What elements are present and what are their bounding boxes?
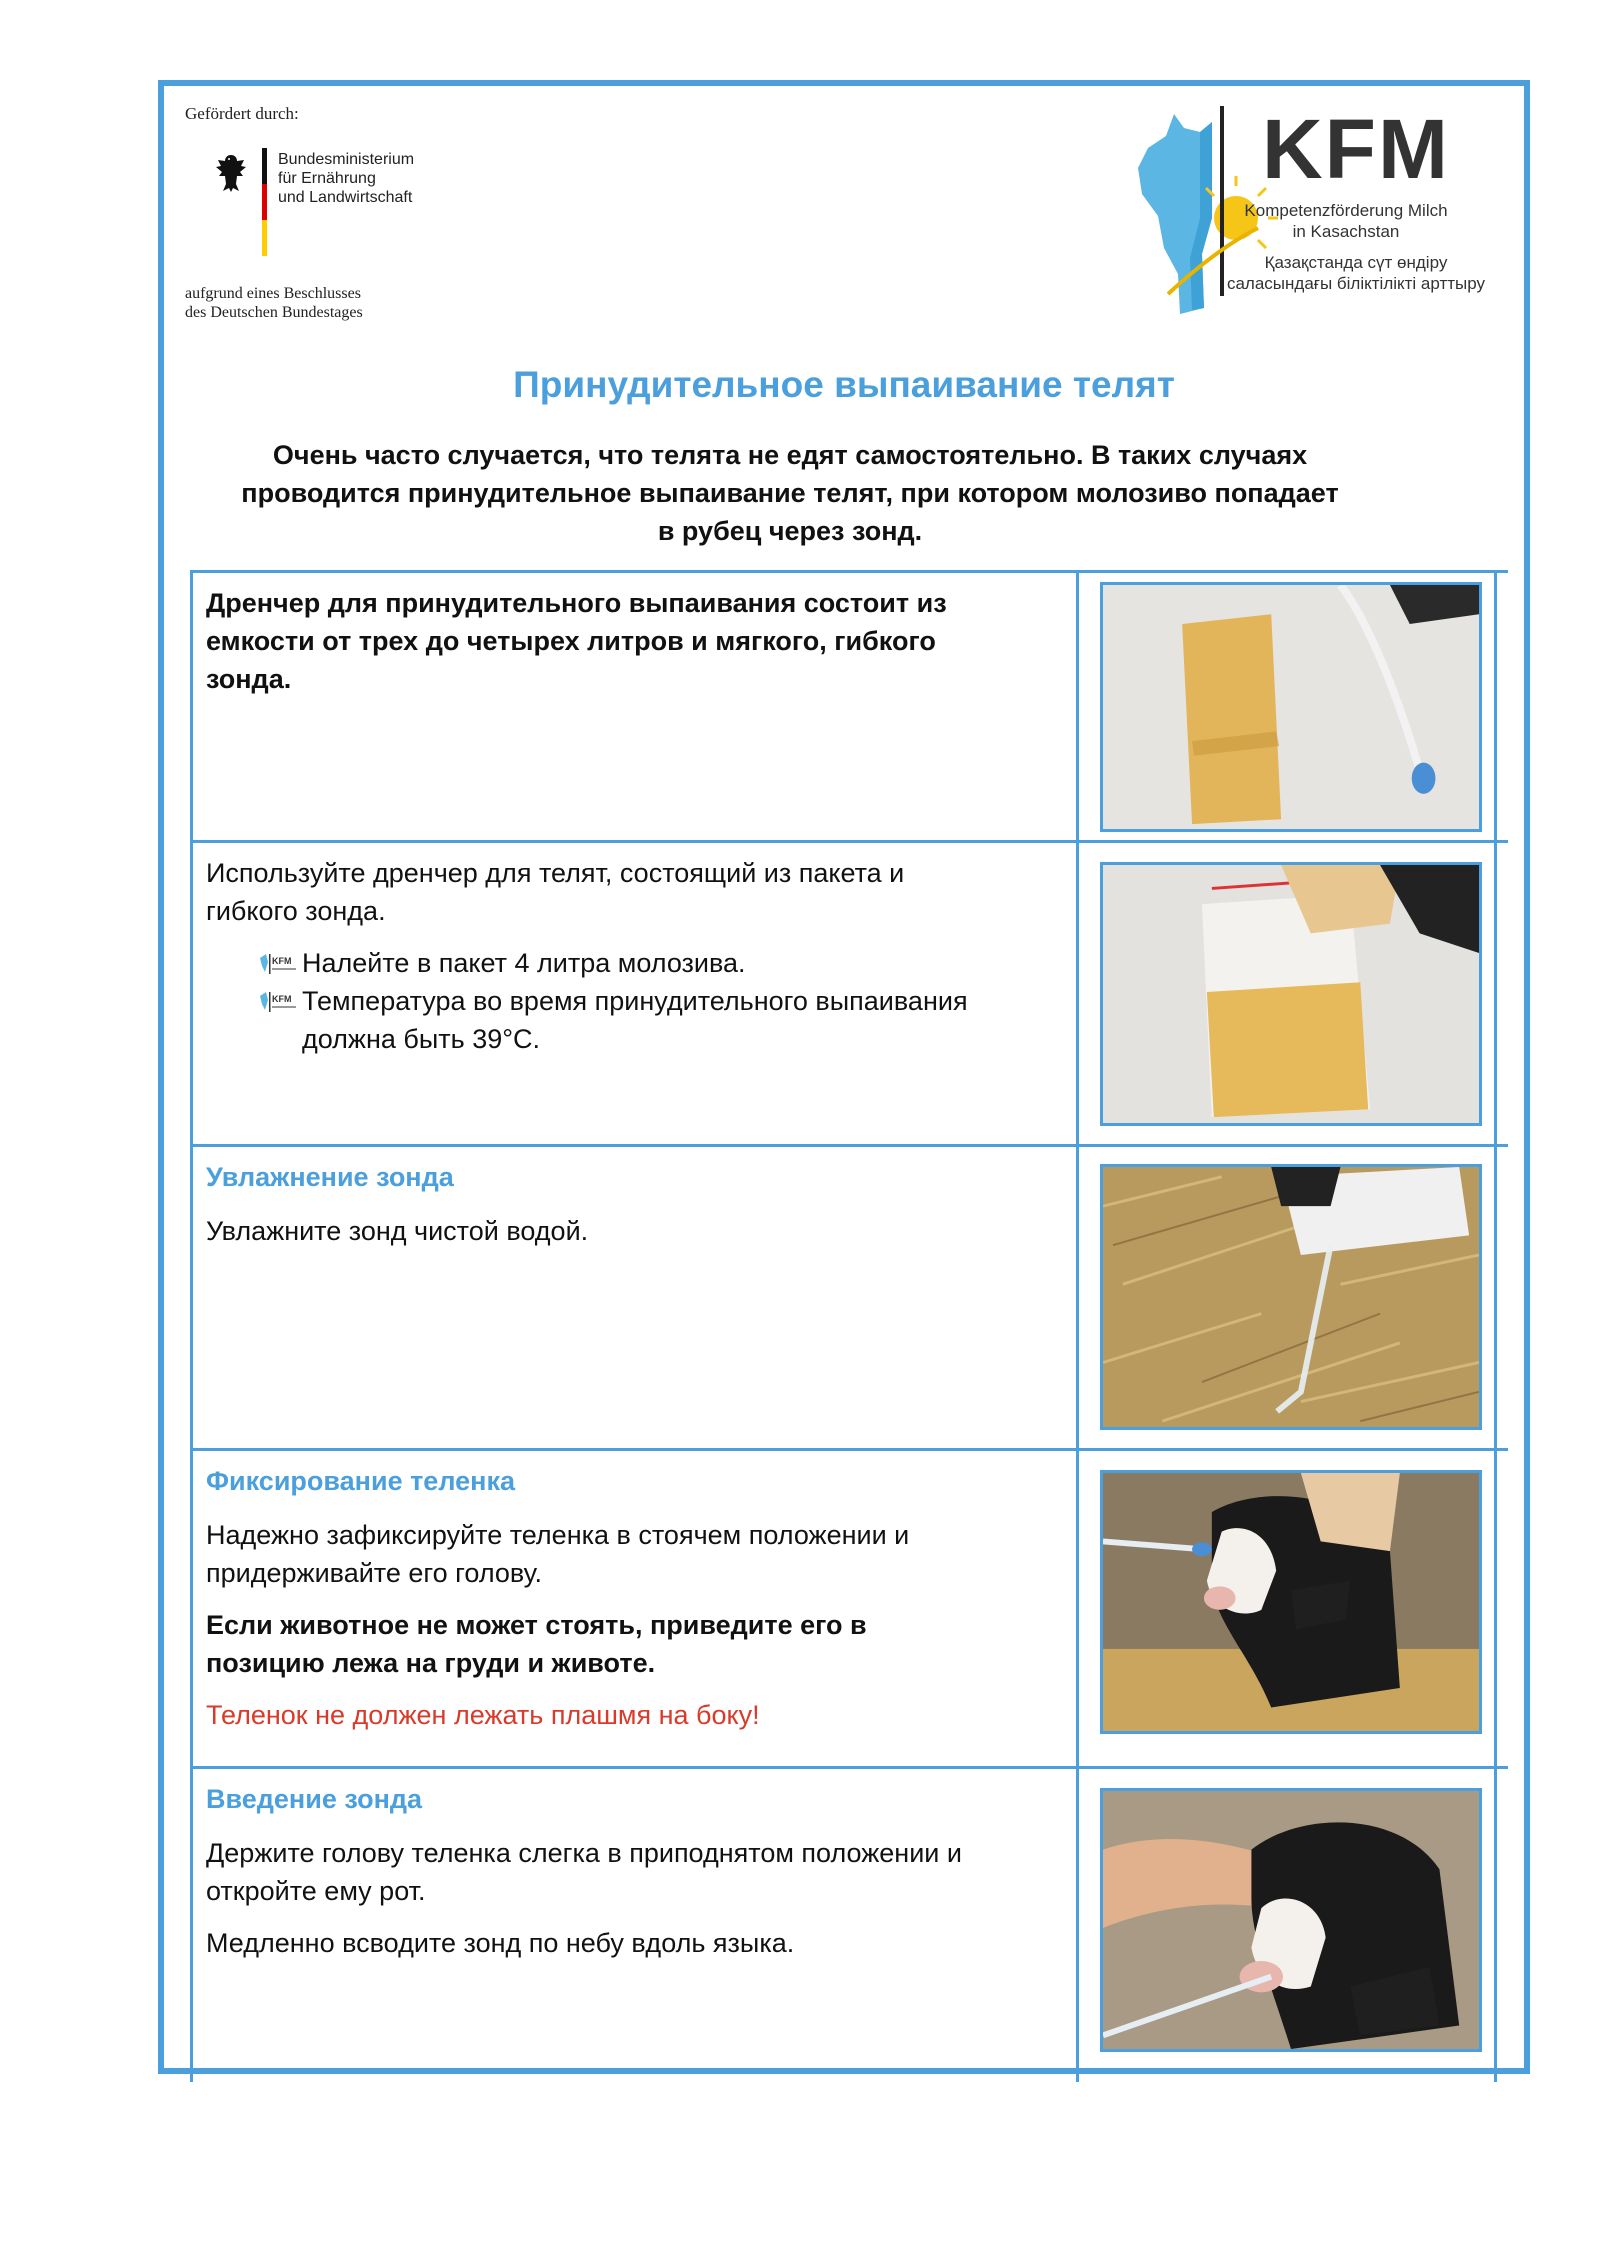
kfm-bullet-icon [258, 990, 298, 1014]
bullet-text: должна быть 39°C. [302, 1024, 541, 1054]
row-5-line: Держите голову теленка слегка в приподнятом положении и [206, 1838, 962, 1868]
row-divider [190, 840, 1508, 843]
kfm-subtitle-line: Kompetenzförderung Milch [1244, 201, 1448, 220]
ministry-line: und Landwirtschaft [278, 189, 413, 206]
row-2-line: Используйте дренчер для телят, состоящий из пакета и [206, 858, 905, 888]
ministry-line: für Ernährung [278, 170, 376, 187]
kfm-subtitle-line: in Kasachstan [1292, 222, 1400, 241]
row-1-text [206, 584, 1056, 698]
row-5-line: откройте ему рот. [206, 1876, 426, 1906]
intro-line: Очень часто случается, что телята не едят самостоятельно. В таких случаях [272, 440, 1308, 470]
kfm-kazakh-line: саласындағы біліктілікті арттыру [1226, 274, 1486, 293]
row-1-line: емкости от трех до четырех литров и мягкого, гибкого [206, 626, 936, 656]
row-divider [190, 1144, 1508, 1147]
section-heading: Введение зонда [206, 1784, 423, 1814]
section-heading: Увлажнение зонда [206, 1162, 454, 1192]
warning-text: Теленок не должен лежать плашмя на боку! [206, 1700, 760, 1730]
row-4-bold-line: Если животное не может стоять, приведите его в [206, 1610, 867, 1640]
funded-by-label: Gefördert durch: [185, 104, 299, 123]
bullet-text: Температура во время принудительного выпаивания [302, 986, 968, 1016]
column-divider [1076, 570, 1079, 2082]
row-4-bold-line: позицию лежа на груди и животе. [206, 1648, 656, 1678]
bullet-continuation [206, 1020, 1056, 1058]
table-border-right [1494, 570, 1497, 2082]
intro-line: проводится принудительное выпаивание телят, при котором молозиво попадает [241, 478, 1339, 508]
row-1-line: Дренчер для принудительного выпаивания состоит из [206, 588, 947, 618]
bullet-item [206, 944, 1056, 982]
tube-insertion-photo [1100, 1788, 1482, 2052]
resolution-line: des Deutschen Bundestages [185, 304, 363, 321]
german-eagle-icon [212, 152, 250, 194]
ministry-name [278, 150, 414, 207]
section-heading: Фиксирование теленка [206, 1466, 515, 1496]
resolution-line: aufgrund eines Beschlusses [185, 285, 361, 302]
row-2-line: гибкого зонда. [206, 896, 386, 926]
row-4-text [206, 1462, 1056, 1734]
kfm-bullet-label: KFM [272, 994, 292, 1004]
kfm-logo-letters: KFM [1262, 102, 1450, 196]
calf-fixing-photo [1100, 1470, 1482, 1734]
instruction-table [190, 570, 1508, 2082]
row-divider [190, 1448, 1508, 1451]
ministry-line: Bundesministerium [278, 151, 415, 168]
table-border-left [190, 570, 193, 2082]
intro-line: в рубец через зонд. [657, 516, 923, 546]
drencher-filling-photo [1100, 862, 1482, 1126]
kfm-bullet-icon [258, 952, 298, 976]
german-flag-bar [262, 148, 267, 256]
row-divider [190, 1766, 1508, 1769]
table-border-top [190, 570, 1508, 573]
kfm-logo-kazakh [1206, 252, 1506, 294]
row-1-line: зонда. [206, 664, 292, 694]
kfm-kazakh-line: Қазақстанда сүт өндіру [1264, 253, 1448, 272]
bullet-text: Налейте в пакет 4 литра молозива. [302, 948, 746, 978]
kfm-logo-subtitle [1216, 200, 1476, 242]
row-2-text [206, 854, 1056, 1058]
row-5-text [206, 1780, 1056, 1962]
kfm-bullet-label: KFM [272, 956, 292, 966]
row-4-line: придерживайте его голову. [206, 1558, 542, 1588]
bullet-item [206, 982, 1056, 1020]
row-3-line: Увлажните зонд чистой водой. [206, 1216, 589, 1246]
row-4-line: Надежно зафиксируйте теленка в стоячем положении и [206, 1520, 910, 1550]
row-3-text [206, 1158, 1056, 1250]
row-5-line: Медленно всводите зонд по небу вдоль языка. [206, 1928, 795, 1958]
intro-paragraph [170, 436, 1410, 550]
drencher-bag-photo [1100, 582, 1482, 832]
bundestag-resolution [185, 284, 363, 322]
page-title: Принудительное выпаивание телят [513, 364, 1175, 405]
wetting-tube-photo [1100, 1164, 1482, 1430]
